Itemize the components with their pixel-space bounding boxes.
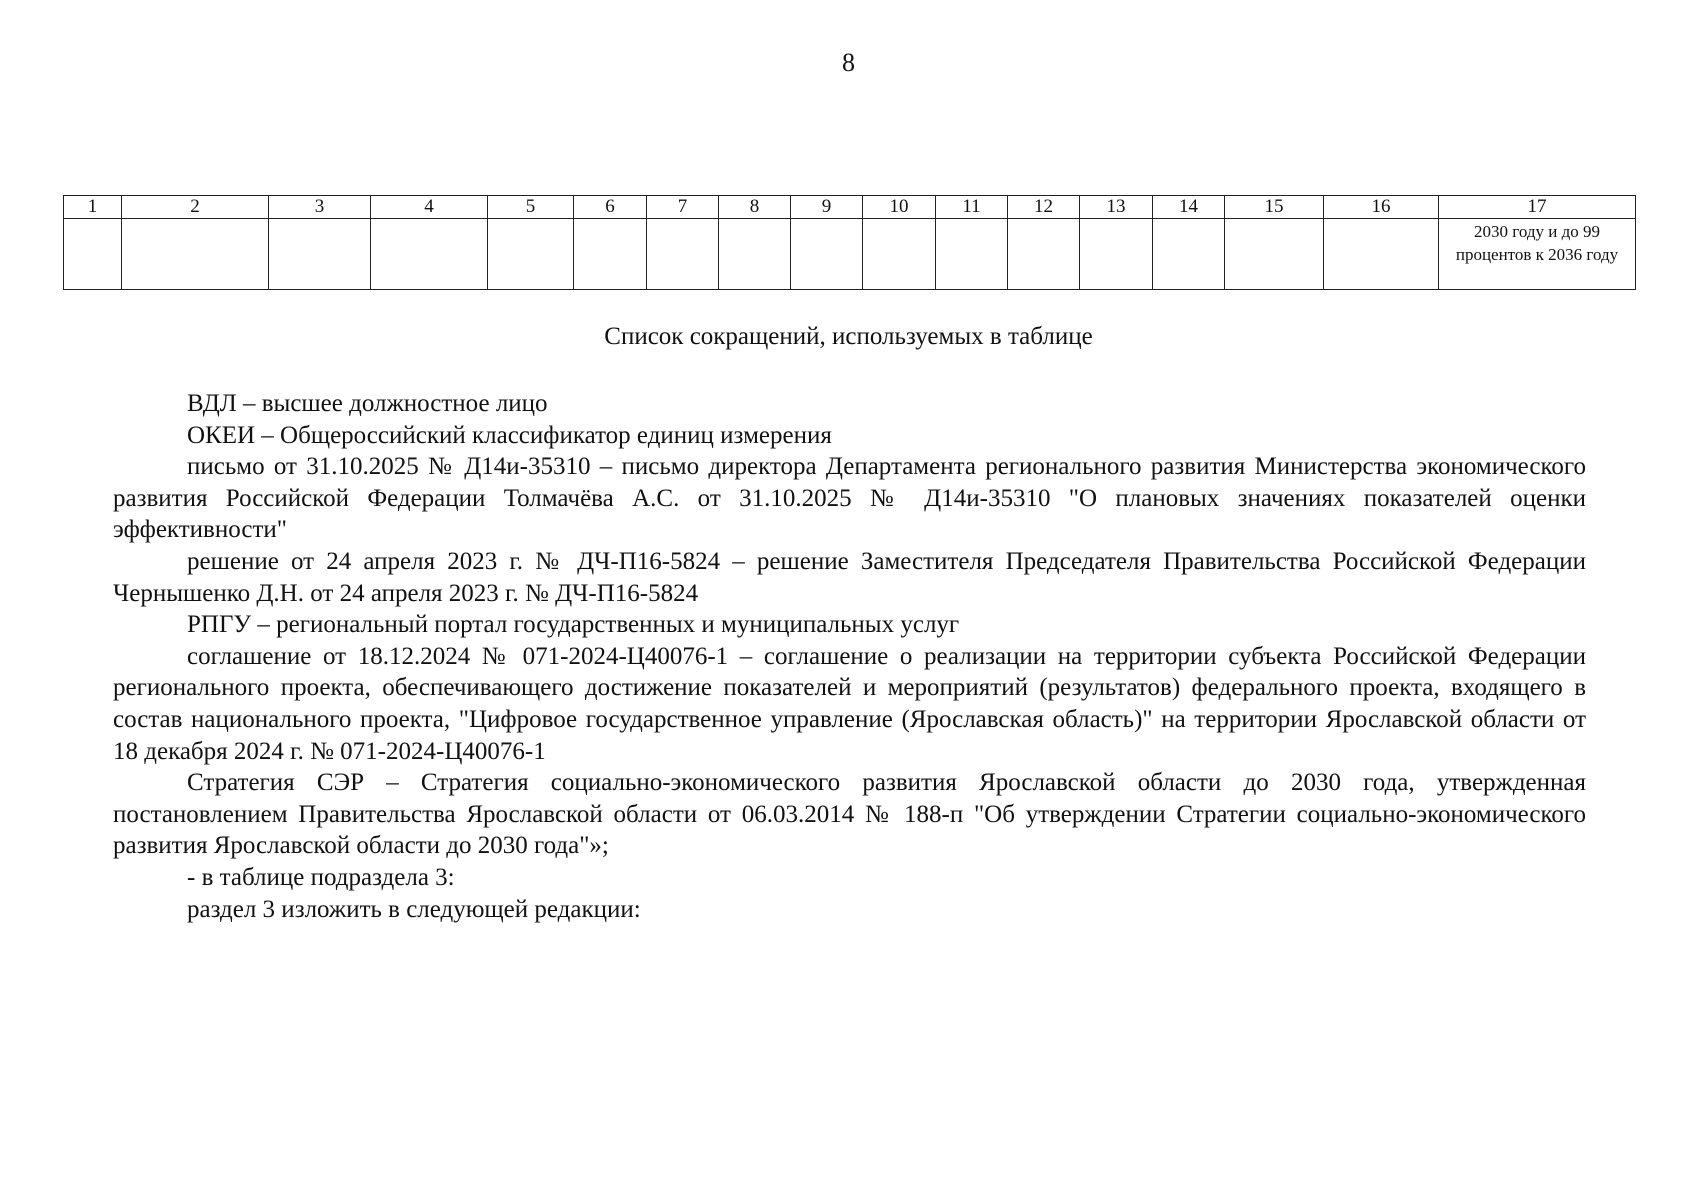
table-row [64, 219, 1636, 290]
amendment-instruction: раздел 3 изложить в следующей редакции: [187, 895, 641, 923]
column-number: 16 [1324, 196, 1439, 219]
column-number: 7 [647, 196, 719, 219]
column-number: 8 [719, 196, 791, 219]
column-number: 4 [371, 196, 488, 219]
abbreviation-item: ОКЕИ – Общероссийский классификатор единиц измерения [187, 421, 832, 449]
table-cell [1225, 219, 1324, 290]
table-cell [863, 219, 936, 290]
column-number: 1 [64, 196, 122, 219]
abbreviations-title: Список сокращений, используемых в таблице [604, 323, 1093, 350]
table-cell [719, 219, 791, 290]
column-number: 5 [488, 196, 574, 219]
column-number: 12 [1008, 196, 1080, 219]
table-cell [488, 219, 574, 290]
table-header-row [64, 196, 1636, 219]
table-cell [269, 219, 371, 290]
table-cell [1080, 219, 1153, 290]
table-cell [371, 219, 488, 290]
abbreviation-item: Стратегия СЭР – Стратегия социально-экономического развития Ярославской области до 2030 года, утвержденная постановлением Правительства Ярославской области от 06.03.2014 № 188-п "Об утверждении Стратегии социально-экономического развития Ярославской области до 2030 года"»; [113, 769, 1586, 860]
page-number: 8 [842, 48, 855, 77]
column-number: 6 [574, 196, 647, 219]
abbreviations-list [113, 388, 1586, 925]
column-number: 17 [1439, 196, 1636, 219]
table-cell [936, 219, 1008, 290]
column-number: 14 [1153, 196, 1225, 219]
column-number: 10 [863, 196, 936, 219]
abbreviation-item: решение от 24 апреля 2023 г. № ДЧ-П16-5824 – решение Заместителя Председателя Правительства Российской Федерации Чернышенко Д.Н. от 24 апреля 2023 г. № ДЧ-П16-5824 [113, 547, 1586, 607]
abbreviation-item: письмо от 31.10.2025 № Д14и-35310 – письмо директора Департамента регионального развития Министерства экономического развития Российской Федерации Толмачёва А.С. от 31.10.2025 № Д14и-35310 "О плановых значениях показателей оценки эффективности" [113, 453, 1586, 544]
table-cell [122, 219, 269, 290]
continuation-table [63, 195, 1636, 290]
table-cell [1324, 219, 1439, 290]
column-number: 13 [1080, 196, 1153, 219]
table-cell-text: 2030 году и до 99 процентов к 2036 году [1455, 222, 1619, 264]
column-number: 2 [122, 196, 269, 219]
abbreviation-item: РПГУ – региональный портал государственных и муниципальных услуг [187, 611, 960, 639]
table-cell [1153, 219, 1225, 290]
column-number: 15 [1225, 196, 1324, 219]
table-cell-target-value [1439, 219, 1636, 290]
column-number: 11 [936, 196, 1008, 219]
abbreviation-item: ВДЛ – высшее должностное лицо [187, 390, 548, 417]
abbreviation-item: соглашение от 18.12.2024 № 071-2024-Ц40076-1 – соглашение о реализации на территории субъекта Российской Федерации регионального проекта, обеспечивающего достижение показателей и мероприятий (результатов) федерального проекта, входящего в состав национального проекта, "Цифровое государственное управление (Ярославская область)" на территории Ярославской области от 18 декабря 2024 г. № 071-2024-Ц40076-1 [113, 642, 1586, 765]
column-number: 9 [791, 196, 863, 219]
table-cell [64, 219, 122, 290]
table-cell [1008, 219, 1080, 290]
amendment-instruction: - в таблице подраздела 3: [187, 863, 455, 891]
table-cell [791, 219, 863, 290]
column-number: 3 [269, 196, 371, 219]
table-cell [647, 219, 719, 290]
table-cell [574, 219, 647, 290]
